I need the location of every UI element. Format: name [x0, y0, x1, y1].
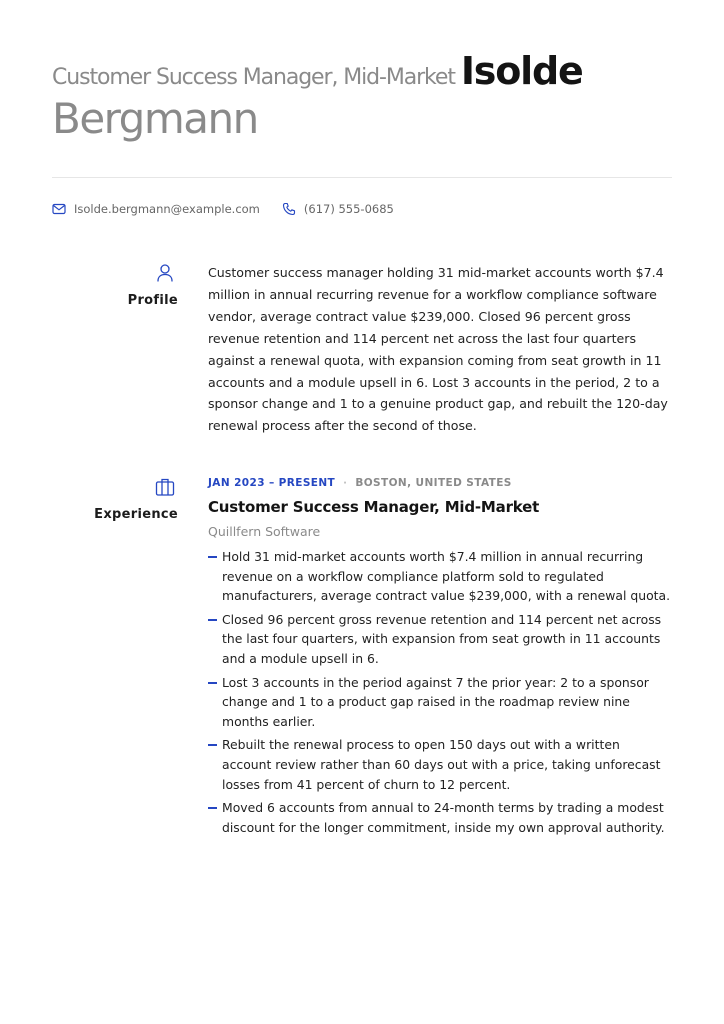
resume-header	[52, 49, 672, 143]
bullet-text: Lost 3 accounts in the period against 7 the prior year: 2 to a sponsor change and 1 to a product gap raised in the roadmap review nine months earlier.	[222, 674, 649, 729]
briefcase-icon	[154, 476, 176, 498]
job-title: Customer Success Manager, Mid-Market	[208, 498, 540, 516]
bullet-item	[208, 610, 673, 669]
dash-marker	[208, 682, 217, 684]
first-name: Isolde	[460, 49, 583, 93]
bullet-text: Moved 6 accounts from annual to 24-month terms by trading a modest discount for the longer commitment, inside my own approval authority.	[222, 800, 665, 835]
job-dates: JAN 2023 – PRESENT	[208, 477, 336, 489]
phone-link[interactable]	[282, 202, 394, 216]
job-bullets	[208, 547, 673, 837]
bullet-text: Rebuilt the renewal process to open 150 days out with a written account review rather than 60 days out with a price, taking unforecast losses from 41 percent of churn to 12 percent.	[222, 737, 661, 792]
job-entry	[208, 476, 673, 837]
job-meta	[208, 476, 673, 490]
email-link[interactable]	[52, 202, 260, 216]
bullet-text: Closed 96 percent gross revenue retention and 114 percent net across the last four quarters, with expansion from seat growth in 11 accounts and a module upsell in 6.	[222, 611, 662, 666]
meta-separator: ·	[343, 477, 348, 489]
profile-summary: Customer success manager holding 31 mid-market accounts worth $7.4 million in annual recurring revenue for a workflow compliance software vendor, average contract value $239,000. Closed 96 percent gross revenue retention and 114 percent net across the last four quarters against a renewal quota, with expansion coming from seat growth in 11 accounts and a module upsell in 6. Lost 3 accounts in the period, 2 to a sponsor change and 1 to a genuine product gap, and rebuilt the 120-day renewal process after the second of those.	[208, 265, 668, 434]
title-row	[52, 49, 672, 93]
header-divider	[52, 177, 672, 178]
dash-marker	[208, 807, 217, 809]
phone-icon	[282, 202, 296, 216]
email-text: Isolde.bergmann@example.com	[74, 202, 260, 216]
bullet-item	[208, 798, 673, 837]
dash-marker	[208, 619, 217, 621]
contact-row	[52, 201, 416, 217]
phone-text: (617) 555-0685	[303, 202, 394, 216]
experience-label: Experience	[94, 507, 178, 522]
experience-body	[208, 476, 673, 841]
job-role-title: Customer Success Manager, Mid-Market	[52, 65, 455, 90]
dash-marker	[208, 744, 217, 746]
profile-body	[208, 262, 673, 437]
last-name: Bergmann	[52, 94, 258, 143]
bullet-item	[208, 735, 673, 794]
job-location: BOSTON, UNITED STATES	[355, 477, 512, 489]
bullet-item	[208, 547, 673, 606]
mail-icon	[52, 203, 66, 215]
user-icon	[154, 262, 176, 284]
bullet-item	[208, 673, 673, 732]
experience-side	[52, 476, 178, 522]
dash-marker	[208, 556, 217, 558]
bullet-text: Hold 31 mid-market accounts worth $7.4 million in annual recurring revenue on a workflow compliance platform sold to regulated manufacturers, average contract value $239,000, with a renewal quota.	[222, 549, 671, 604]
profile-label: Profile	[127, 293, 178, 308]
profile-side	[52, 262, 178, 308]
job-company: Quillfern Software	[208, 524, 321, 539]
